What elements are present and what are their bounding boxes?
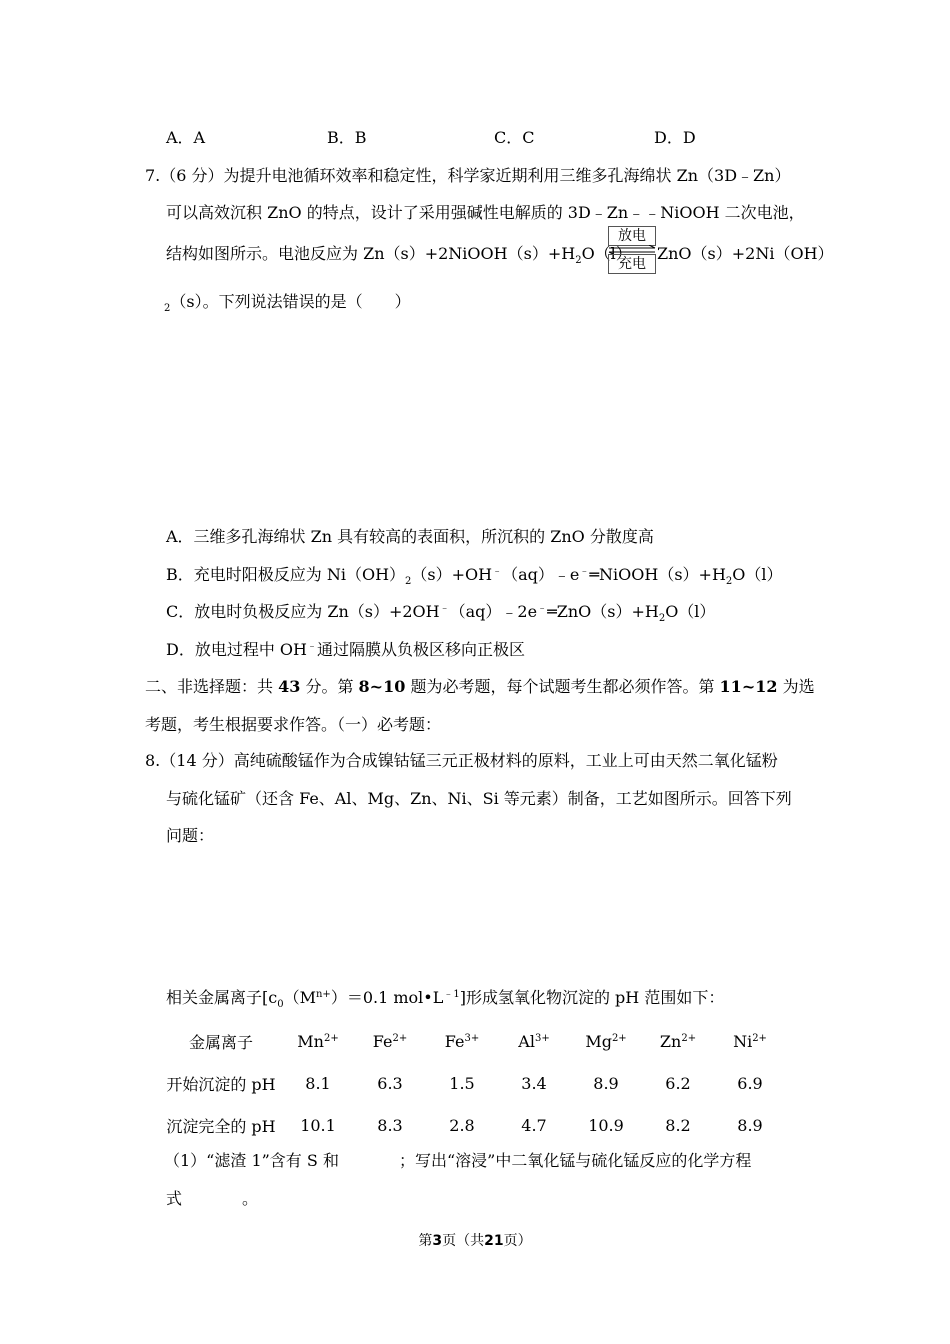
table-cell: 2.8 (449, 1115, 475, 1135)
q7-line4: $_2$（s）。下列说法错误的是（ ） (164, 292, 411, 314)
q7-line3-left: 结构如图所示。电池反应为 $Zn(s)+2NiOOH(s)+H_2O(l)$ (166, 244, 632, 266)
discharge-label: 放电 (608, 226, 656, 246)
table-cell: 10.9 (588, 1115, 624, 1135)
table-row-label: 开始沉淀的 pH (166, 1074, 276, 1094)
q7-option-d: D．放电过程中 OH﹣通过隔膜从负极区移向正极区 (166, 640, 526, 659)
table-cell: 4.7 (521, 1115, 547, 1135)
table-cell: 3.4 (521, 1073, 547, 1093)
q8-line2: 与硫化锰矿（还含 Fe、Al、Mg、Zn、Ni、Si 等元素）制备，工艺如图所示。回答下列 (166, 789, 792, 808)
q6-option-c: C．C (494, 128, 535, 147)
q8-part1-line1: （1）“滤渣 1”含有 S 和 ；写出“溶浸”中二氧化锰与硫化锰反应的化学方程 (164, 1151, 752, 1170)
table-cell: 8.1 (305, 1073, 331, 1093)
table-row-label: 沉淀完全的 pH (166, 1116, 276, 1136)
q6-option-b: B．B (327, 128, 367, 147)
table-ion-header: $Al^{3+}$ (518, 1031, 550, 1051)
q7-line1: 7.（6 分）为提升电池循环效率和稳定性，科学家近期利用三维多孔海绵状 Zn（3D﹣Zn） (145, 166, 791, 185)
q7-option-b: B．充电时阳极反应为 $Ni(OH)_2(s)+OH^﹣(aq)﹣e^﹣═NiOOH(s)+H_2O(l)$ (166, 565, 783, 587)
table-cell: 8.2 (665, 1115, 691, 1135)
table-cell: 6.9 (737, 1073, 763, 1093)
table-ion-header: $Mg^{2+}$ (585, 1031, 627, 1051)
table-cell: 8.9 (593, 1073, 619, 1093)
q8-table-intro: 相关金属离子[$c_0(M^{n+})=0.1$ $mol•L^{﹣1}$]形成氢氧化物沉淀的 pH 范围如下： (166, 988, 725, 1010)
precipitation-ph-table (160, 1020, 786, 1146)
table-cell: 6.2 (665, 1073, 691, 1093)
table-cell: 6.3 (377, 1073, 403, 1093)
table-ion-header: $Fe^{3+}$ (444, 1031, 480, 1051)
q8-line3: 问题： (166, 826, 215, 845)
section2-heading-line2: 考题，考生根据要求作答。（一）必考题： (145, 715, 442, 734)
q8-part1-line2: 式 。 (166, 1189, 259, 1208)
charge-label: 充电 (608, 254, 656, 274)
table-ion-header: $Mn^{2+}$ (297, 1031, 339, 1051)
q7-line3-right: ZnO（s）+2Ni（OH） (657, 244, 834, 263)
table-header-label: 金属离子 (188, 1032, 253, 1052)
table-ion-header: $Zn^{2+}$ (659, 1031, 697, 1051)
table-cell: 10.1 (300, 1115, 336, 1135)
section2-heading-line1: 二、非选择题：共 43 分。第 8~10 题为必考题，每个试题考生都必须作答。第 11~12 为选 (145, 677, 815, 696)
table-cell: 8.3 (377, 1115, 403, 1135)
q7-option-a: A．三维多孔海绵状 Zn 具有较高的表面积，所沉积的 ZnO 分散度高 (166, 527, 654, 546)
table-header-row (160, 1020, 786, 1062)
table-row (160, 1062, 786, 1104)
table-cell: 1.5 (449, 1073, 475, 1093)
q7-line2: 可以高效沉积 ZnO 的特点，设计了采用强碱性电解质的 3D﹣Zn﹣﹣NiOOH 二次电池， (166, 203, 805, 222)
q6-option-d: D．D (654, 128, 696, 147)
q8-line1: 8.（14 分）高纯硫酸锰作为合成镍钴锰三元正极材料的原料，工业上可由天然二氧化锰粉 (145, 751, 778, 770)
table-cell: 8.9 (737, 1115, 763, 1135)
q7-option-c: C．放电时负极反应为 $Zn(s)+2OH^﹣(aq)﹣2e^﹣═ZnO(s)+H_2O(l)$ (166, 602, 716, 624)
table-row (160, 1104, 786, 1146)
table-ion-header: $Fe^{2+}$ (372, 1031, 408, 1051)
reversible-reaction-arrow (607, 226, 657, 274)
table-ion-header: $Ni^{2+}$ (733, 1031, 767, 1051)
q6-option-a: A．A (166, 128, 206, 147)
page-footer: 第3页（共21页） (418, 1233, 532, 1249)
